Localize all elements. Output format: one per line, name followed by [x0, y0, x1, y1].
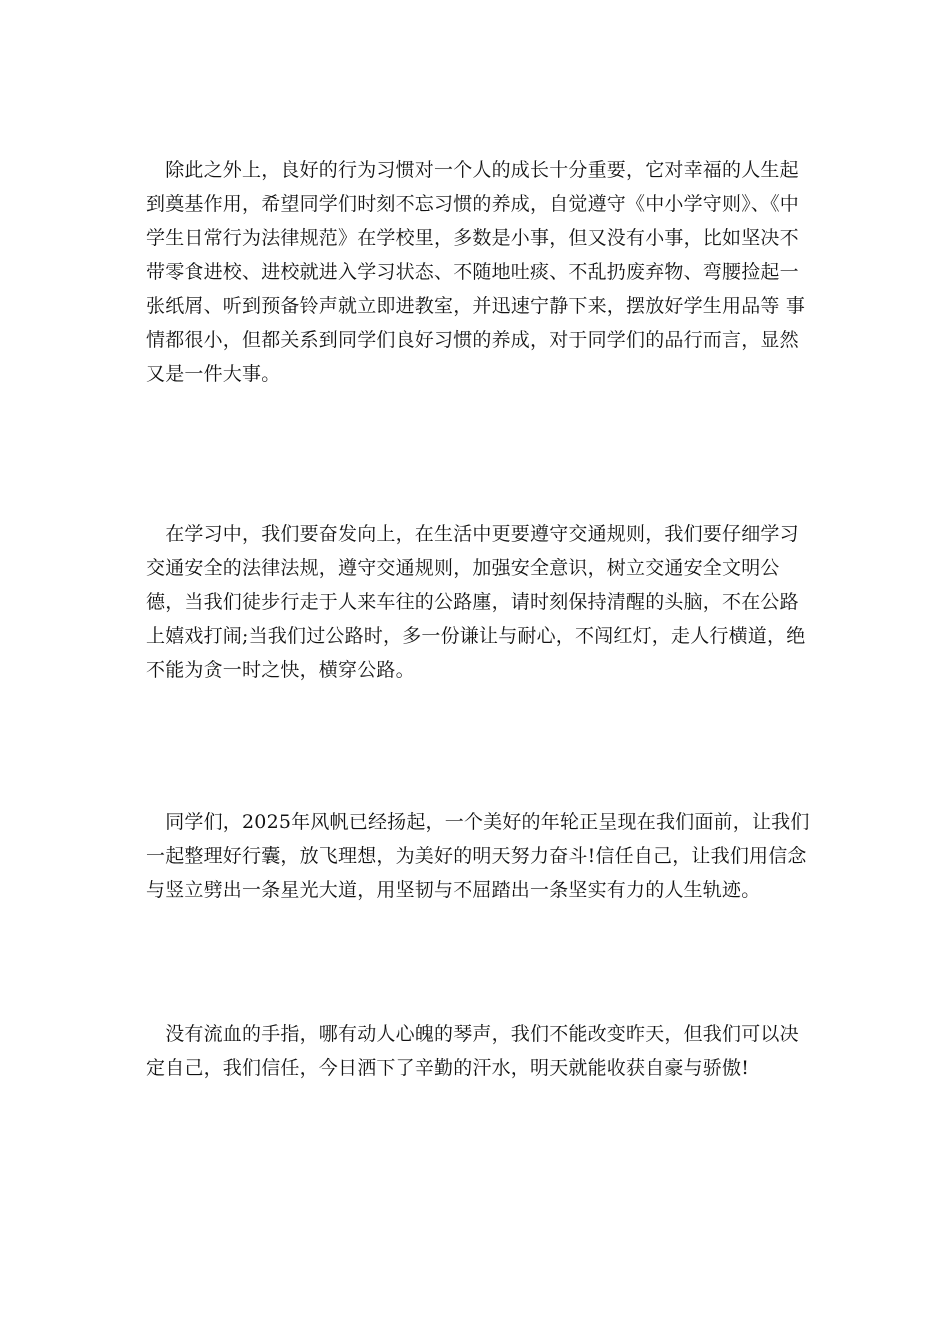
paragraph-traffic-safety: 在学习中，我们要奋发向上，在生活中更要遵守交通规则，我们要仔细学习交通安全的法律法规，遵守交通规则，加强安全意识，树立交通安全文明公德，当我们徒步行走于人来车往的公路廛，请时刻保持清醒的头脑，不在公路上嬉戏打闹;当我们过公路时，多一份谦让与耐心，不闯红灯，走人行横道，绝不能为贪一时之快，横穿公路。	[146, 523, 806, 681]
paragraph-habits: 除此之外上，良好的行为习惯对一个人的成长十分重要，它对幸福的人生起到奠基作用，希望同学们时刻不忘习惯的养成，自觉遵守《中小学守则》、《中学生日常行为法律规范》在学校里，多数是小事，但又没有小事，比如坚决不带零食进校、进校就进入学习状态、不随地吐痰、不乱扔废弃物、弯腰捡起一张纸屑、听到预备铃声就立即进教室，并迅速宁静下来，摆放好学生用品等 事情都很小，但都关系到同学们良好习惯的养成，对于同学们的品行而言，显然又是一件大事。	[146, 159, 806, 385]
paragraph-closing: 没有流血的手指，哪有动人心魄的琴声，我们不能改变昨天，但我们可以决定自己，我们信任，今日洒下了辛勤的汗水，明天就能收获自豪与骄傲!	[146, 1023, 799, 1079]
paragraph-new-year: 同学们，2025年风帆已经扬起，一个美好的年轮正呈现在我们面前，让我们一起整理好行囊，放飞理想，为美好的明天努力奋斗!信任自己，让我们用信念与竖立劈出一条星光大道，用坚韧与不屈踏出一条坚实有力的人生轨迹。	[146, 811, 810, 901]
